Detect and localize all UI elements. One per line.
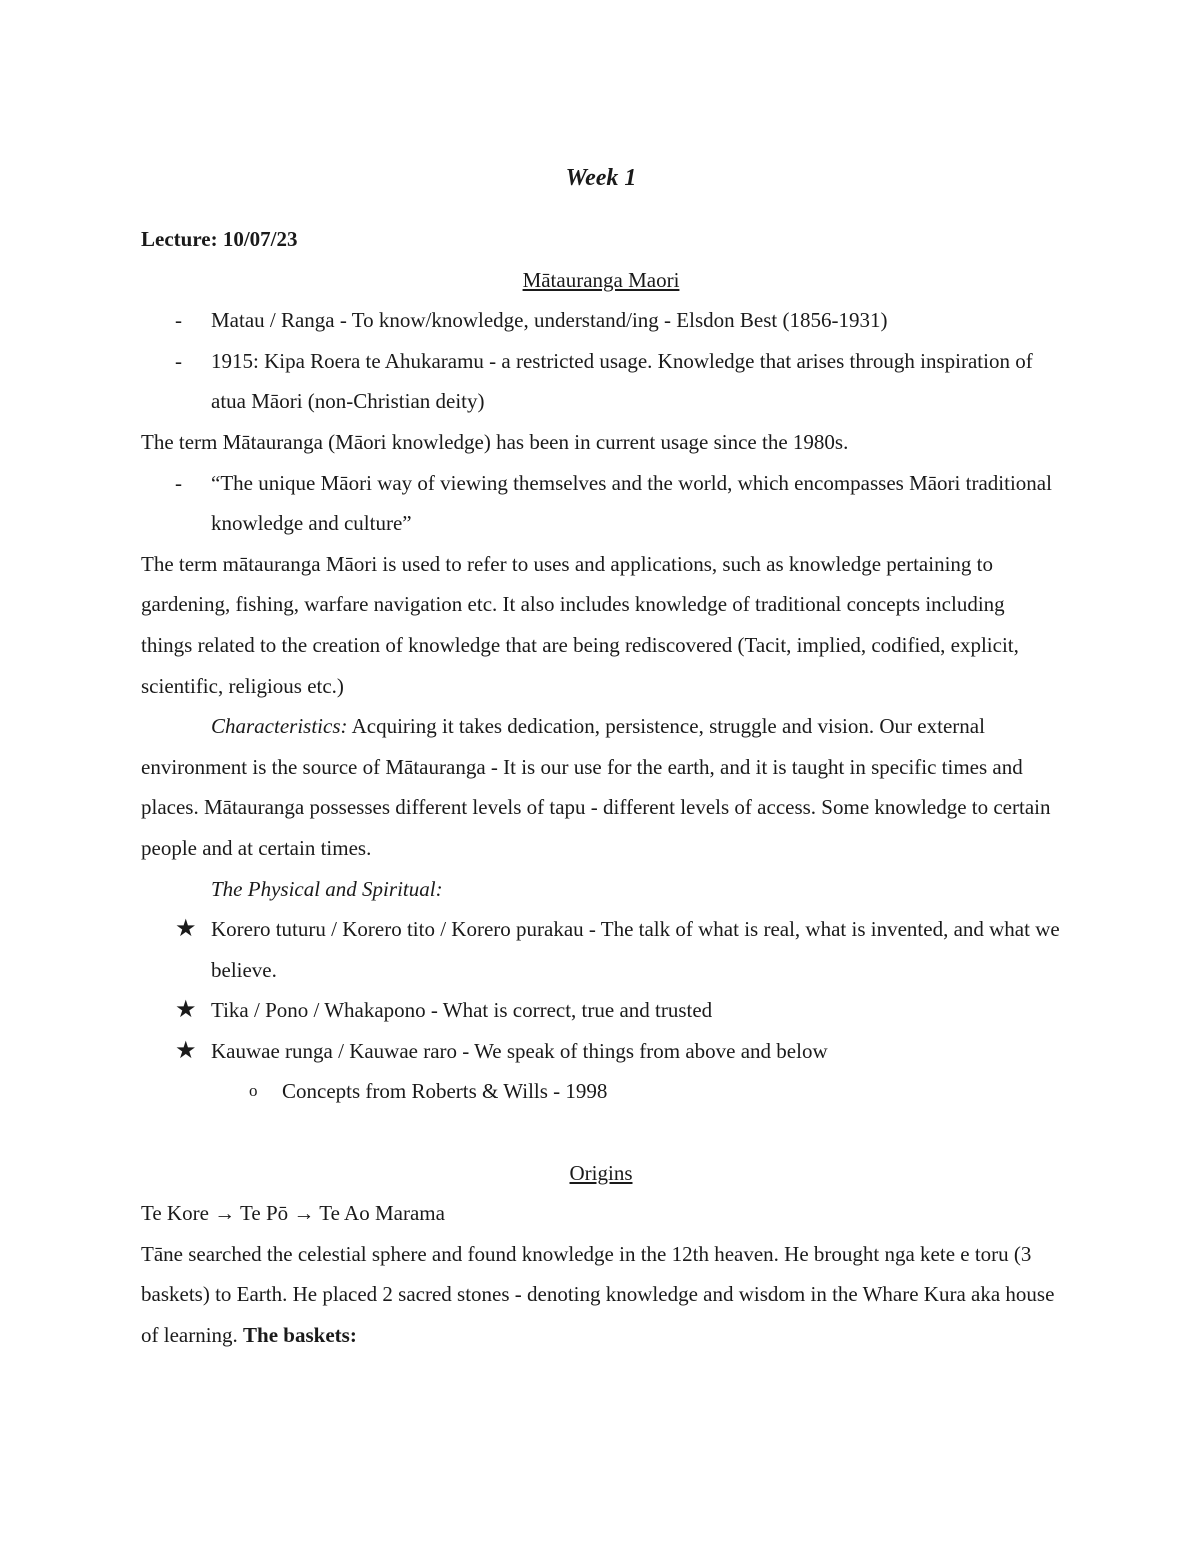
list-item [141, 990, 1061, 1031]
circle-icon: o [249, 1081, 258, 1101]
list-item [141, 909, 1061, 990]
dash-marker: - [175, 308, 182, 333]
section-heading-origins: Origins [569, 1160, 633, 1185]
sub-list-item [141, 1071, 1061, 1112]
star-icon: ★ [175, 1037, 197, 1064]
bullet-text: Matau / Ranga - To know/knowledge, understand/ing - Elsdon Best (1856-1931) [211, 308, 888, 333]
section-heading-matauranga: Mātauranga Maori [522, 267, 680, 292]
origins-text: Tāne searched the celestial sphere and found knowledge in the 12th heaven. He brought nga kete e toru (3 baskets) to Earth. He placed 2 sacred stones - denoting knowledge and wisdom in the Whare Kura aka house of learning. [141, 1241, 1055, 1348]
list-item [141, 300, 1061, 341]
page-title: Week 1 [565, 165, 637, 191]
dash-marker: - [175, 348, 182, 373]
bullet-text: Kauwae runga / Kauwae raro - We speak of things from above and below [211, 1038, 828, 1063]
paragraph: The term mātauranga Māori is used to refer to uses and applications, such as knowledge pertaining to gardening, fishing, warfare navigation etc. It also includes knowledge of traditional concepts including things related to the creation of knowledge that are being rediscovered (Tacit, implied, codified, explicit, scientific, religious etc.) [141, 551, 1019, 698]
characteristics-text: Acquiring it takes dedication, persistence, struggle and vision. Our external environment is the source of Mātauranga - It is our use for the earth, and it is taught in specific times and places. Mātauranga possesses different levels of tapu - different levels of access. Some knowledge to certain people and at certain times. [141, 714, 1051, 860]
bullet-text: Tika / Pono / Whakapono - What is correct, true and trusted [211, 998, 713, 1023]
star-icon: ★ [175, 916, 197, 943]
bullet-text: Korero tuturu / Korero tito / Korero purakau - The talk of what is real, what is invented, and what we believe. [211, 917, 1060, 982]
origins-paragraph [141, 1234, 1061, 1356]
physical-spiritual-label: The Physical and Spiritual: [211, 876, 443, 901]
bullet-text: “The unique Māori way of viewing themselves and the world, which encompasses Māori traditional knowledge and culture” [211, 470, 1052, 536]
spacer [141, 1112, 1061, 1153]
dash-marker: - [175, 470, 182, 495]
paragraph: The term Mātauranga (Māori knowledge) has been in current usage since the 1980s. [141, 429, 849, 454]
list-item [141, 341, 1061, 422]
list-item [141, 1031, 1061, 1072]
lecture-label: Lecture: 10/07/23 [141, 227, 298, 251]
origins-sequence: Te Kore → Te Pō → Te Ao Marama [141, 1201, 445, 1226]
characteristics-paragraph [141, 706, 1061, 868]
bullet-text: 1915: Kipa Roera te Ahukaramu - a restricted usage. Knowledge that arises through inspiration of atua Māori (non-Christian deity) [211, 348, 1033, 414]
star-icon: ★ [175, 997, 197, 1024]
characteristics-label: Characteristics: [211, 714, 348, 739]
document-page [141, 158, 1061, 1356]
list-item [141, 463, 1061, 544]
baskets-label: The baskets: [243, 1323, 357, 1348]
bullet-text: Concepts from Roberts & Wills - 1998 [282, 1079, 608, 1104]
